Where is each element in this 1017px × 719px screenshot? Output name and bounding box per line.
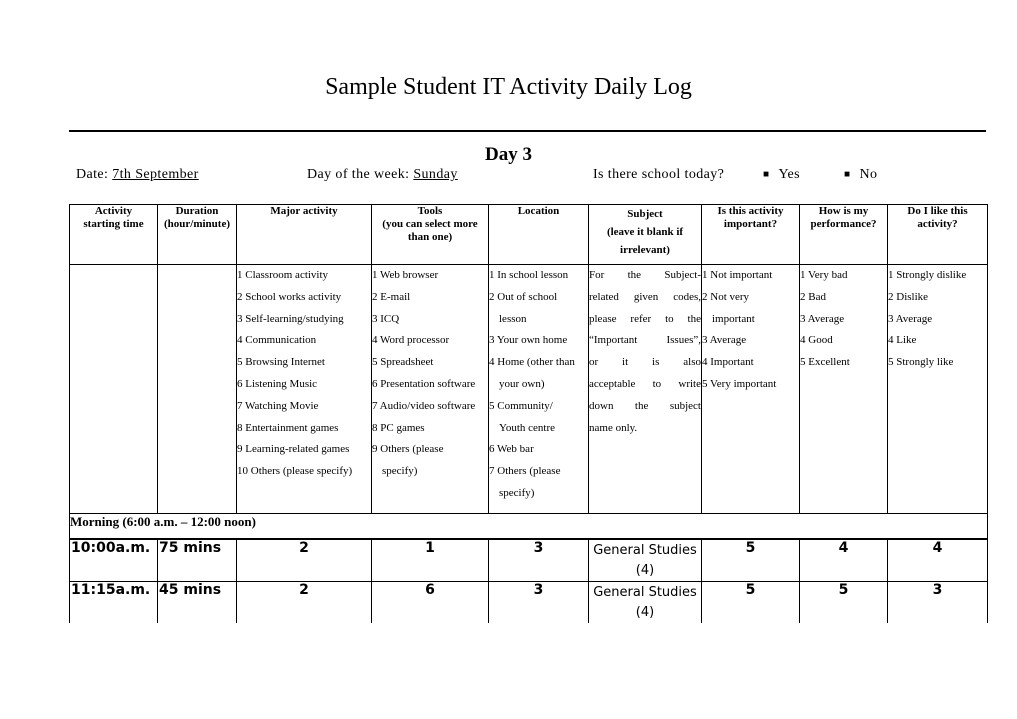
- entry-duration[interactable]: 75 mins: [158, 539, 237, 582]
- header-subject: Subject (leave it blank if irrelevant): [589, 205, 702, 265]
- options-major-activity: 1 Classroom activity 2 School works activity 3 Self-learning/studying 4 Communication 5 Browsing Internet 6 Listening Music 7 Watching Movie 8 Entertainment games 9 Learning-related games 10 Others (please specify): [237, 265, 372, 514]
- header-like: Do I like this activity?: [888, 205, 988, 265]
- header-start-time: Activity starting time: [70, 205, 158, 265]
- header-performance: How is my performance?: [800, 205, 888, 265]
- options-subject-note: For the Subject- related given codes, please refer to the “Important Issues”, or it is also acceptable to write down the subject name only.: [589, 265, 702, 514]
- day-of-week-field: [307, 167, 458, 183]
- date-label: Date:: [76, 167, 109, 182]
- entry-performance[interactable]: 5: [800, 582, 888, 624]
- option-yes-label: Yes: [778, 167, 801, 182]
- header-location: Location: [489, 205, 589, 265]
- entry-location[interactable]: 3: [489, 582, 589, 624]
- entry-like[interactable]: 4: [888, 539, 988, 582]
- option-yes[interactable]: [763, 167, 800, 183]
- entry-like[interactable]: 3: [888, 582, 988, 624]
- day-heading: Day 3: [485, 144, 532, 165]
- entry-important[interactable]: 5: [702, 582, 800, 624]
- header-tools: Tools (you can select more than one): [372, 205, 489, 265]
- header-duration: Duration (hour/minute): [158, 205, 237, 265]
- table-row: [70, 582, 988, 624]
- entry-duration[interactable]: 45 mins: [158, 582, 237, 624]
- table-row: [70, 539, 988, 582]
- section-heading: Morning (6:00 a.m. – 12:00 noon): [70, 514, 988, 540]
- header-important: Is this activity important?: [702, 205, 800, 265]
- entry-major[interactable]: 2: [237, 539, 372, 582]
- section-row-morning: [70, 514, 988, 540]
- school-question: Is there school today?: [593, 167, 725, 182]
- entry-major[interactable]: 2: [237, 582, 372, 624]
- entry-location[interactable]: 3: [489, 539, 589, 582]
- day-of-week-value: Sunday: [413, 167, 458, 182]
- options-tools: 1 Web browser 2 E-mail 3 ICQ 4 Word processor 5 Spreadsheet 6 Presentation software 7 Audio/video software 8 PC games 9 Others (please specify): [372, 265, 489, 514]
- day-of-week-label: Day of the week:: [307, 167, 410, 182]
- bullet-icon: ■: [763, 169, 770, 180]
- table-header-row: [70, 205, 988, 265]
- page-title: Sample Student IT Activity Daily Log: [325, 74, 692, 100]
- options-row: [70, 265, 988, 514]
- entry-time[interactable]: 11:15a.m.: [70, 582, 158, 624]
- options-important: 1 Not important 2 Not very important 3 Average 4 Important 5 Very important: [702, 265, 800, 514]
- entry-tools[interactable]: 6: [372, 582, 489, 624]
- options-performance: 1 Very bad 2 Bad 3 Average 4 Good 5 Excellent: [800, 265, 888, 514]
- date-field: [76, 167, 199, 183]
- options-duration: [158, 265, 237, 514]
- options-location: 1 In school lesson 2 Out of school lesson 3 Your own home 4 Home (other than your own) 5 Community/ Youth centre 6 Web bar 7 Others (please specify): [489, 265, 589, 514]
- bullet-icon: ■: [844, 169, 851, 180]
- title-divider: [69, 130, 986, 132]
- entry-important[interactable]: 5: [702, 539, 800, 582]
- entry-tools[interactable]: 1: [372, 539, 489, 582]
- entry-subject[interactable]: General Studies (4): [589, 582, 702, 624]
- options-like: 1 Strongly dislike 2 Dislike 3 Average 4 Like 5 Strongly like: [888, 265, 988, 514]
- header-major-activity: Major activity: [237, 205, 372, 265]
- entry-subject[interactable]: General Studies (4): [589, 539, 702, 582]
- option-no-label: No: [859, 167, 878, 182]
- options-start-time: [70, 265, 158, 514]
- activity-log-table: [69, 204, 988, 623]
- option-no[interactable]: [844, 167, 877, 183]
- entry-time[interactable]: 10:00a.m.: [70, 539, 158, 582]
- entry-performance[interactable]: 4: [800, 539, 888, 582]
- date-value: 7th September: [112, 167, 199, 182]
